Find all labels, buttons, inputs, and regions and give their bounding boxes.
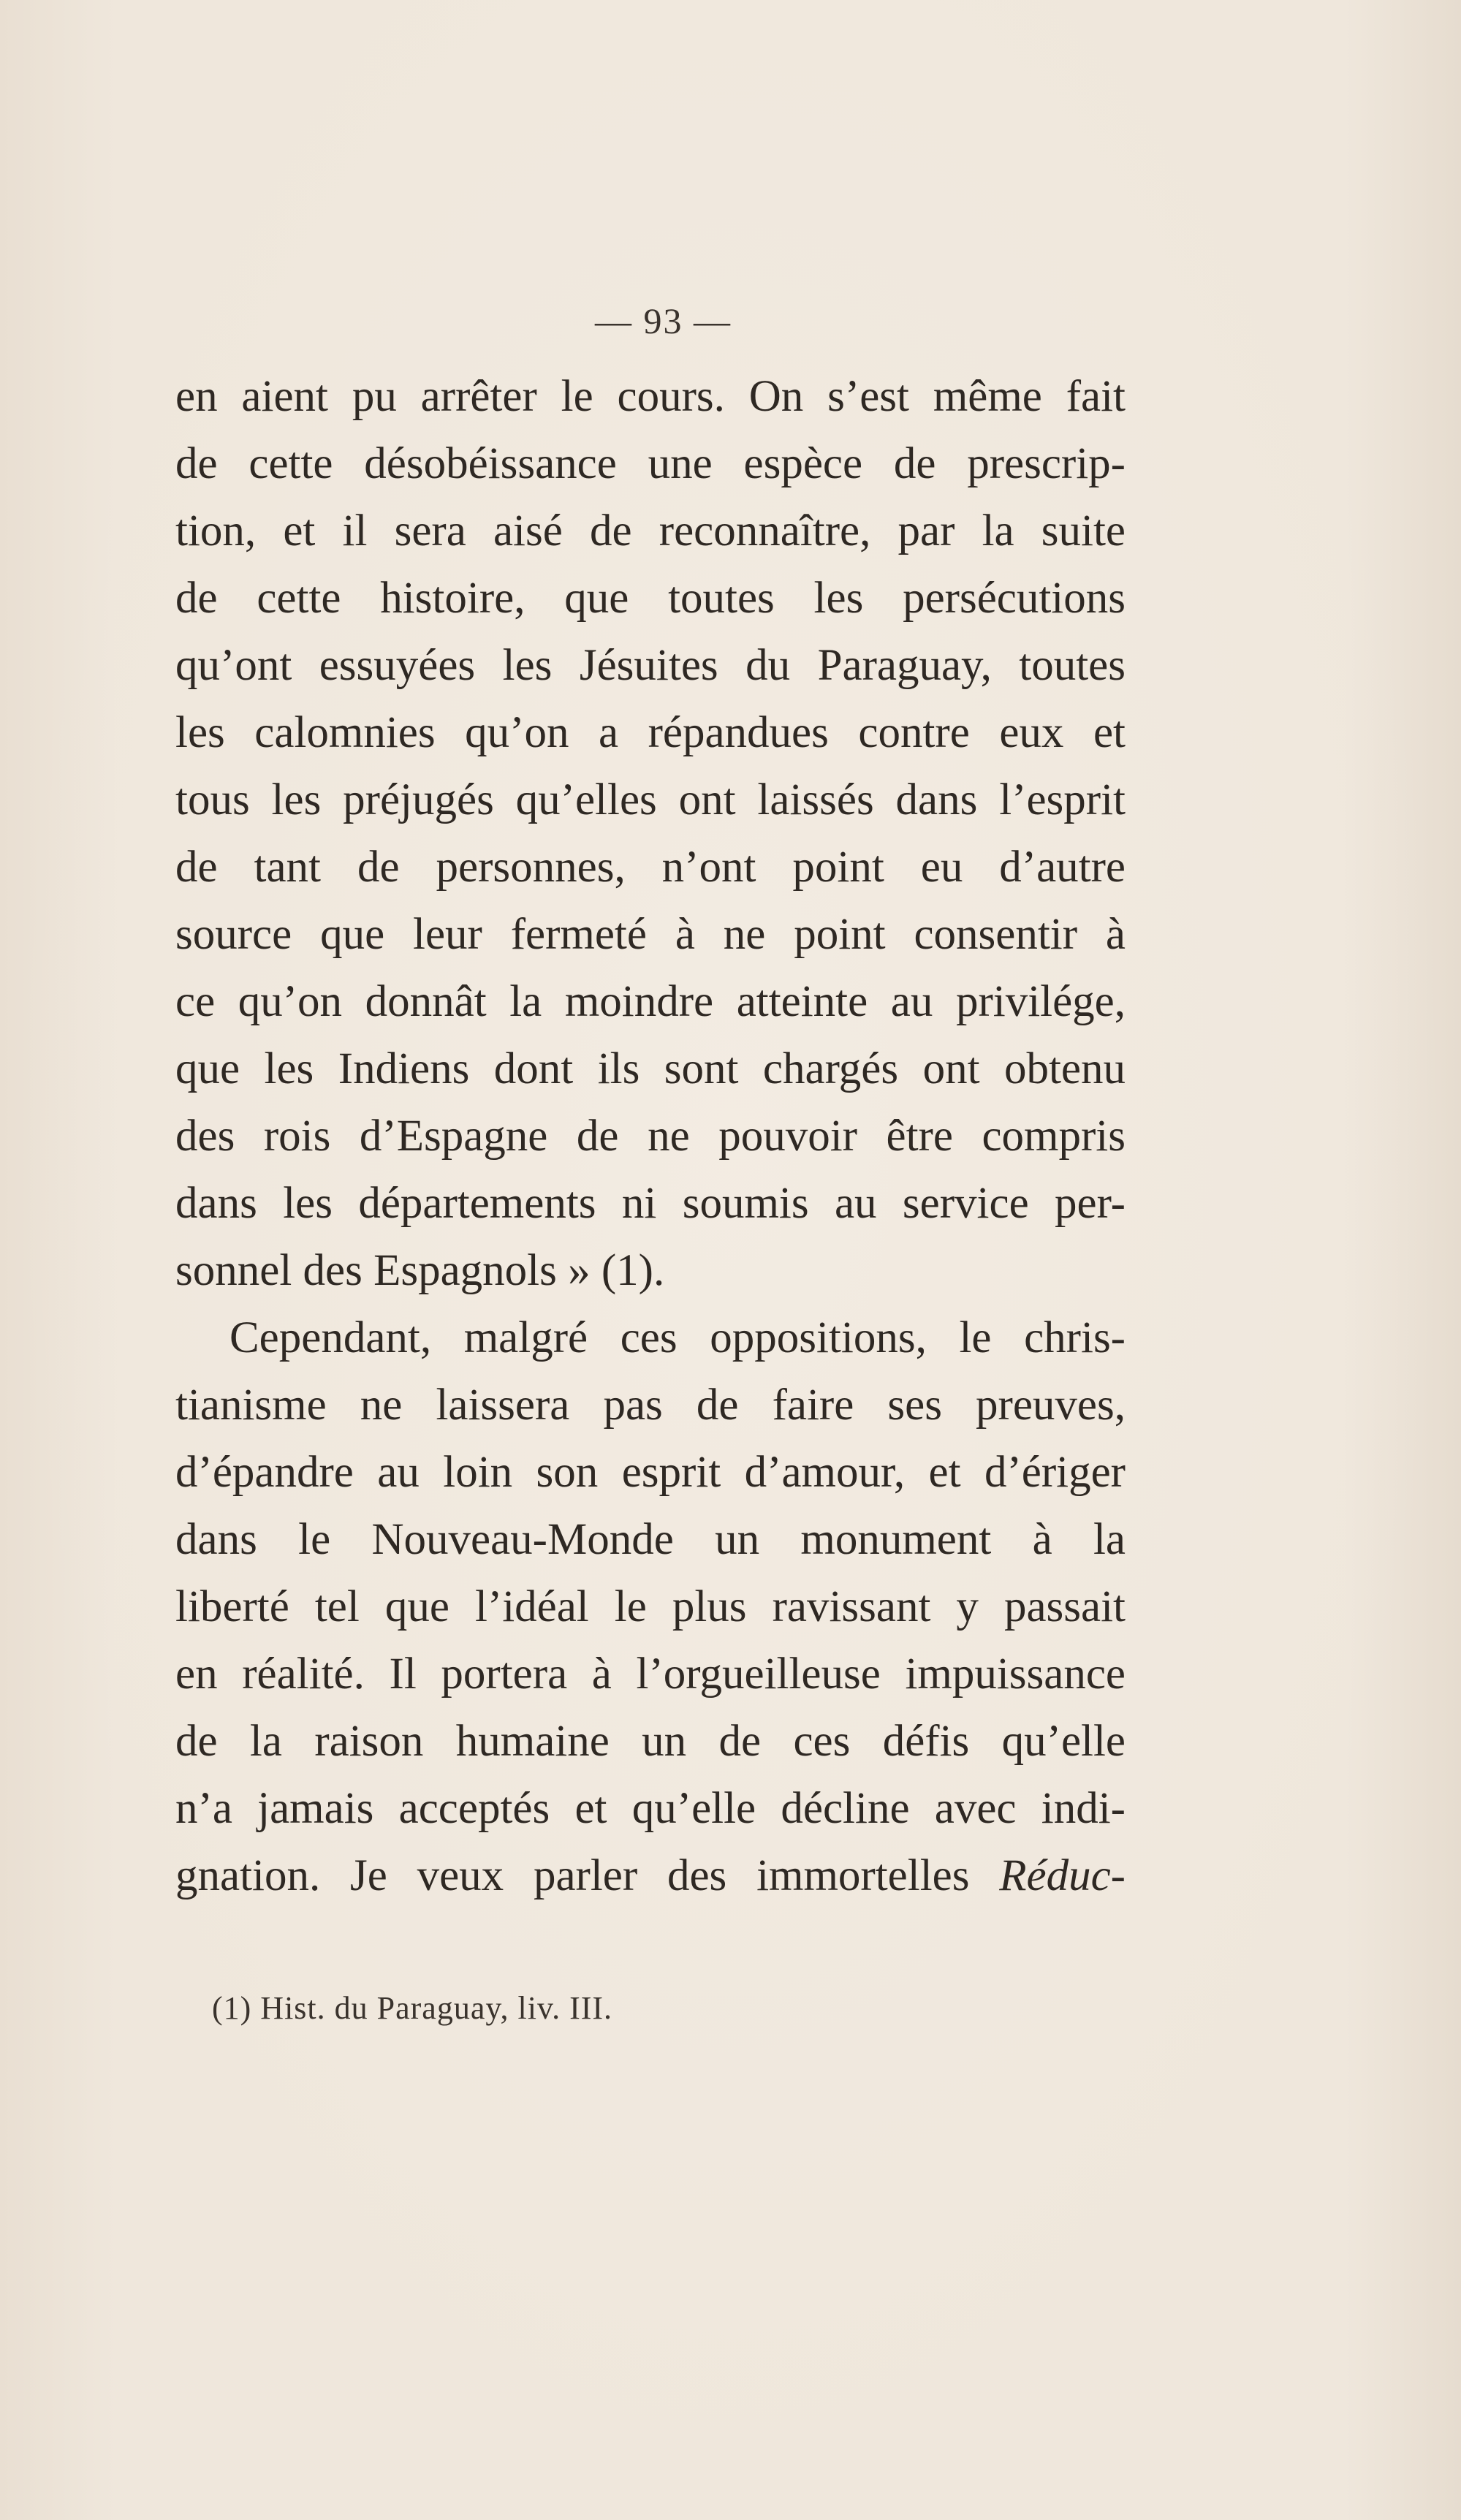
body-text [175, 363, 1126, 1910]
text-line: de la raison humaine un de ces défis qu’elle [175, 1717, 1126, 1766]
text-line: tous les préjugés qu’elles ont laissés dans l’esprit [175, 775, 1126, 824]
text-line: de cette désobéissance une espèce de prescrip- [175, 439, 1126, 488]
text-line: tianisme ne laissera pas de faire ses preuves, [175, 1381, 1126, 1430]
text-line: source que leur fermeté à ne point consentir à [175, 910, 1126, 959]
text-line: que les Indiens dont ils sont chargés ont obtenu [175, 1044, 1126, 1093]
last-text-line [175, 1842, 1126, 1910]
text-line: dans les départements ni soumis au service per- [175, 1179, 1126, 1228]
footnote: (1) Hist. du Paraguay, liv. III. [212, 1990, 613, 2026]
text-line: de cette histoire, que toutes les persécutions [175, 574, 1126, 623]
italic-word: Réduc- [999, 1851, 1126, 1900]
text-line: de tant de personnes, n’ont point eu d’autre [175, 843, 1126, 892]
text-line: en réalité. Il portera à l’orgueilleuse impuissance [175, 1650, 1126, 1699]
text-line: qu’ont essuyées les Jésuites du Paraguay, toutes [175, 641, 1126, 690]
text-line: en aient pu arrêter le cours. On s’est même fait [175, 372, 1126, 421]
text-line: tion, et il sera aisé de reconnaître, par la suite [175, 506, 1126, 555]
text-line: sonnel des Espagnols » (1). [175, 1246, 665, 1295]
text-line: d’épandre au loin son esprit d’amour, et d’ériger [175, 1448, 1126, 1497]
page-number: — 93 — [595, 300, 732, 341]
paragraph-start-line: Cependant, malgré ces oppositions, le chris- [229, 1313, 1126, 1362]
text-line: liberté tel que l’idéal le plus ravissant y passait [175, 1582, 1126, 1631]
text-line: ce qu’on donnât la moindre atteinte au privilége, [175, 977, 1126, 1026]
text-line: des rois d’Espagne de ne pouvoir être compris [175, 1112, 1126, 1161]
text-line: les calomnies qu’on a répandues contre eux et [175, 708, 1126, 757]
text-line: n’a jamais acceptés et qu’elle décline avec indi- [175, 1784, 1126, 1833]
last-line-text: gnation. Je veux parler des immortelles [175, 1851, 970, 1900]
text-line: dans le Nouveau-Monde un monument à la [175, 1515, 1126, 1564]
